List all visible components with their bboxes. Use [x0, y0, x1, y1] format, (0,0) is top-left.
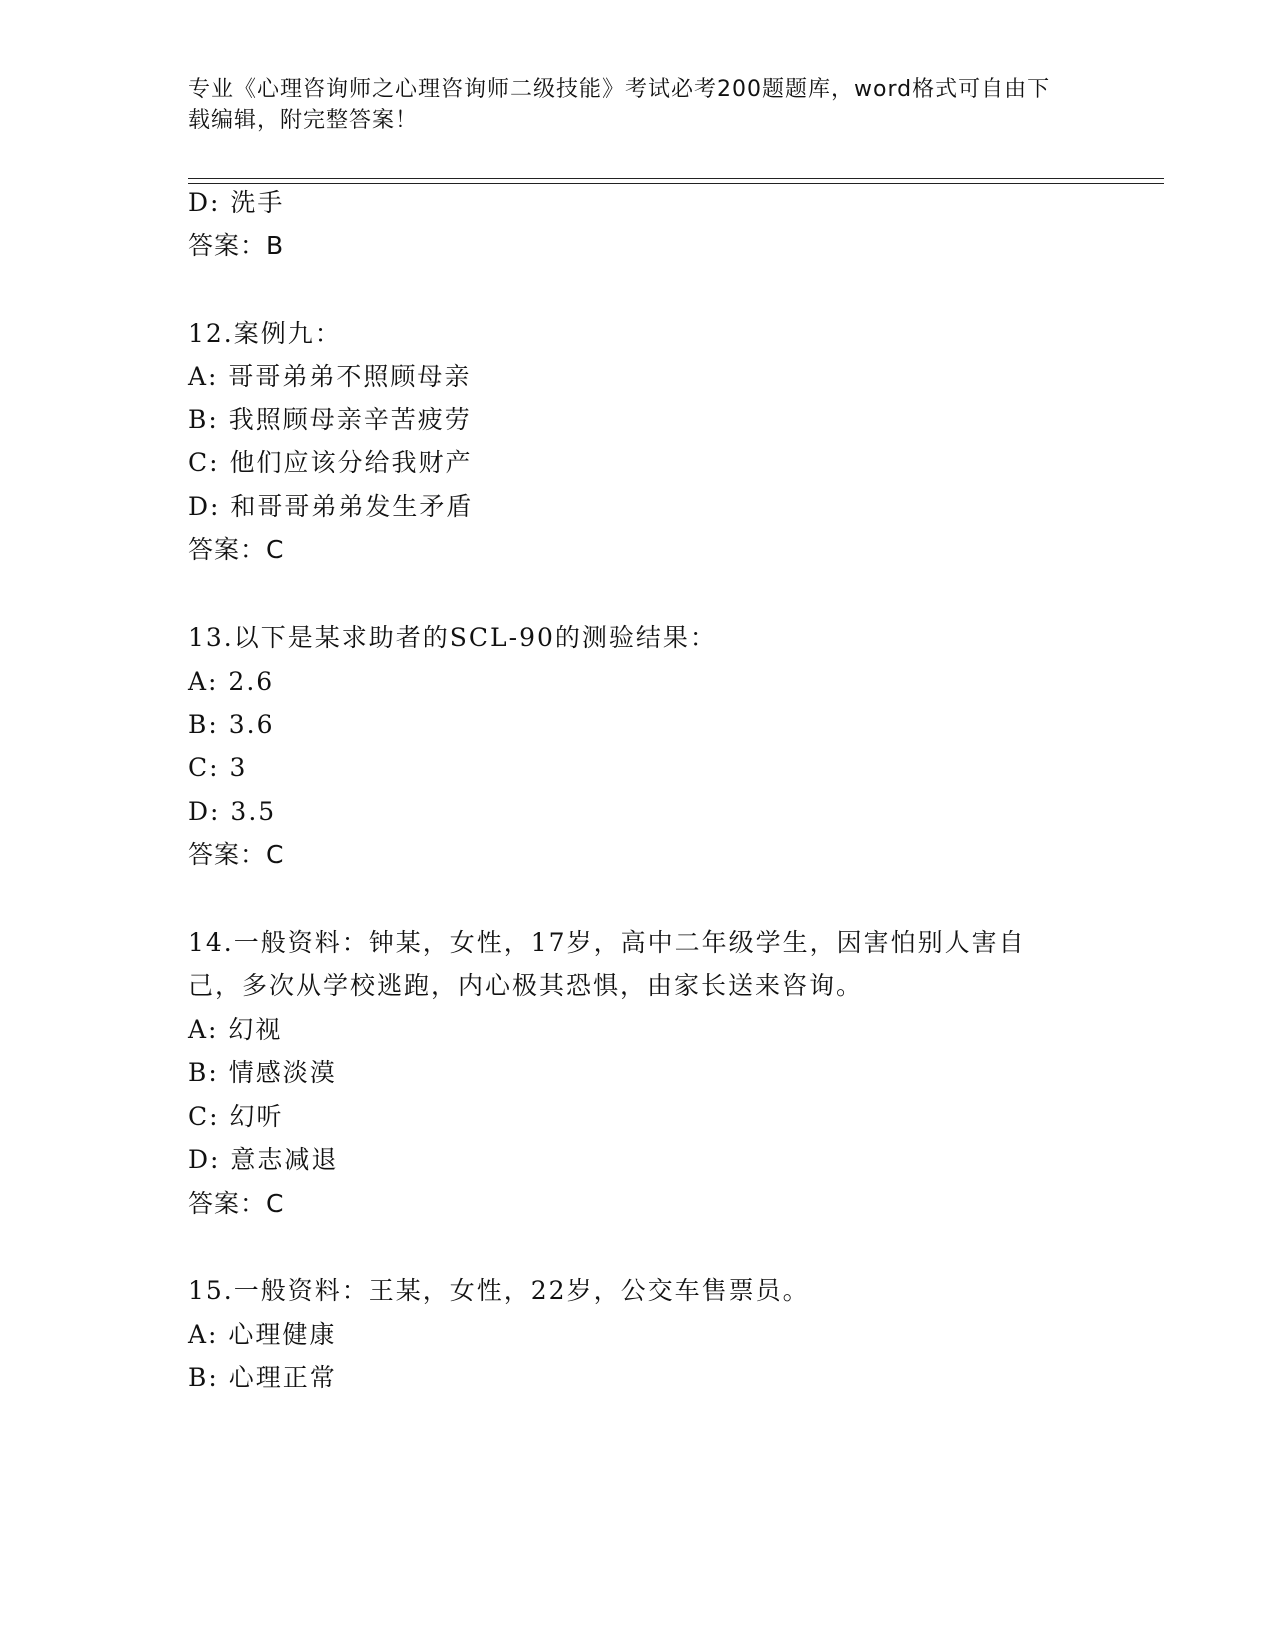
- question-12-option-d: D: 和哥哥弟弟发生矛盾: [188, 492, 474, 521]
- question-13-option-a: A: 2.6: [188, 667, 275, 696]
- question-15-stem: 15.一般资料：王某，女性，22岁，公交车售票员。: [188, 1276, 810, 1305]
- question-15-option-a: A: 心理健康: [188, 1320, 337, 1349]
- question-13-stem: 13.以下是某求助者的SCL-90的测验结果：: [188, 623, 717, 652]
- document-header: 专业《心理咨询师之心理咨询师二级技能》考试必考200题题库，word格式可自由下载编辑，附完整答案！: [188, 77, 1051, 133]
- question-13-option-c: C: 3: [188, 753, 248, 782]
- question-13-answer: 答案：C: [188, 840, 285, 869]
- question-13-option-b: B: 3.6: [188, 710, 275, 739]
- question-14-stem-line-1: 14.一般资料：钟某，女性，17岁，高中二年级学生，因害怕别人害自: [188, 928, 1026, 957]
- question-12-option-c: C: 他们应该分给我财产: [188, 448, 473, 477]
- question-12-option-b: B: 我照顾母亲辛苦疲劳: [188, 405, 472, 434]
- question-12-answer: 答案：C: [188, 535, 285, 564]
- question-12-option-a: A: 哥哥弟弟不照顾母亲: [188, 362, 472, 391]
- question-14-option-d: D: 意志减退: [188, 1145, 339, 1174]
- question-14-stem-line-2: 己，多次从学校逃跑，内心极其恐惧，由家长送来咨询。: [188, 971, 864, 1000]
- question-13-option-d: D: 3.5: [188, 797, 277, 826]
- question-14-option-b: B: 情感淡漠: [188, 1058, 337, 1087]
- question-14-answer: 答案：C: [188, 1189, 285, 1218]
- question-14-option-a: A: 幻视: [188, 1015, 283, 1044]
- question-12-stem: 12.案例九：: [188, 319, 342, 348]
- question-14-option-c: C: 幻听: [188, 1102, 284, 1131]
- previous-answer: 答案：B: [188, 231, 285, 260]
- previous-option-d: D: 洗手: [188, 188, 285, 217]
- question-15-option-b: B: 心理正常: [188, 1363, 337, 1392]
- header-rule-top: [188, 178, 1164, 179]
- header-rule-bottom: [188, 183, 1164, 184]
